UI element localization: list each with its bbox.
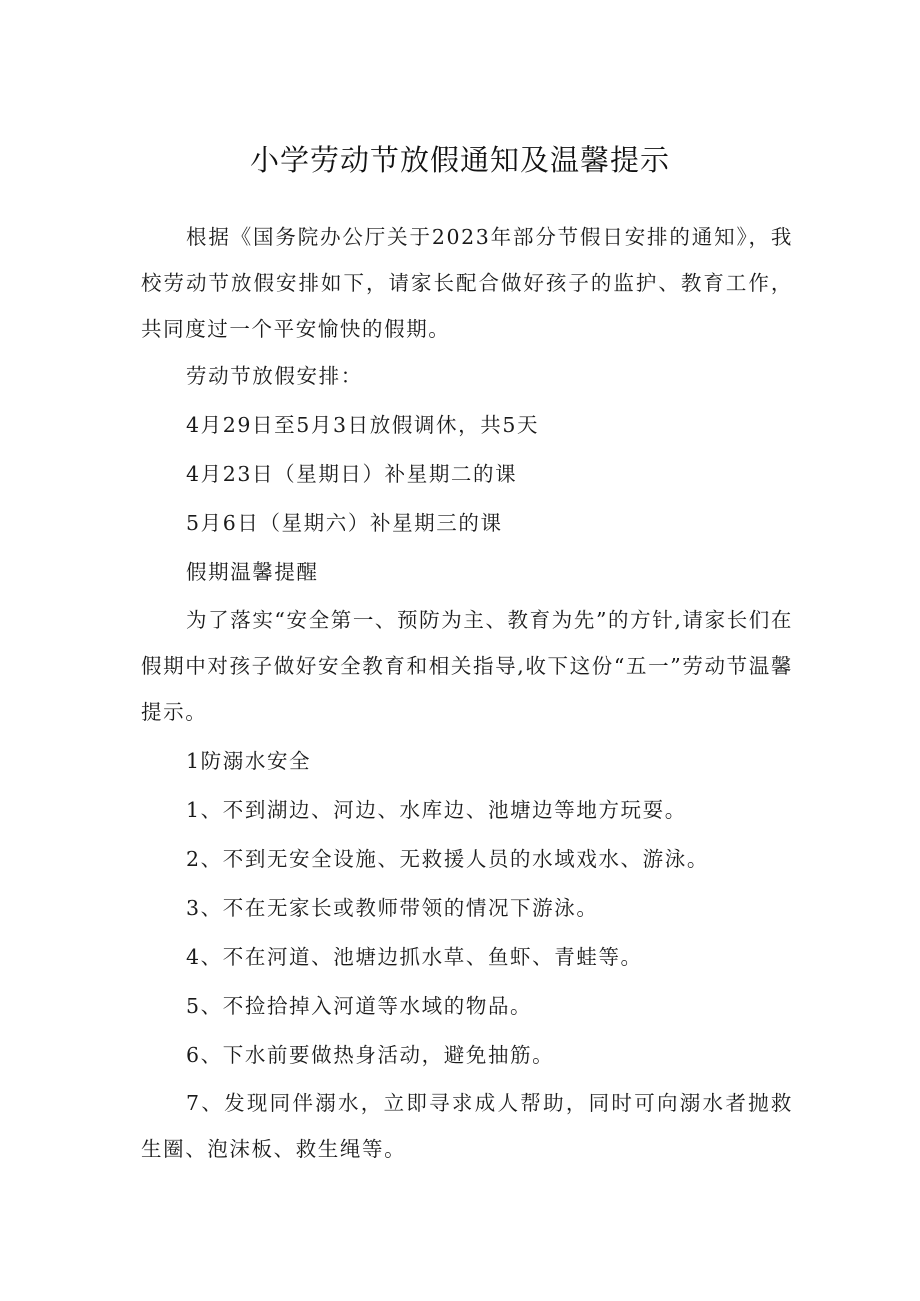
list-item: 6、下水前要做热身活动，避免抽筋。 bbox=[186, 1043, 555, 1067]
document-body bbox=[141, 214, 793, 1172]
list-item: 4、不在河道、池塘边抓水草、鱼虾、青蛙等。 bbox=[186, 945, 643, 969]
section-heading: 1防溺水安全 bbox=[186, 749, 312, 773]
intro-paragraph: 根据《国务院办公厅关于2023年部分节假日安排的通知》，我校劳动节放假安排如下，请家长配合做好孩子的监护、教育工作，共同度过一个平安愉快的假期。 bbox=[141, 225, 793, 341]
schedule-heading: 劳动节放假安排： bbox=[186, 364, 363, 388]
schedule-item: 4月23日（星期日）补星期二的课 bbox=[186, 462, 518, 486]
document-title: 小学劳动节放假通知及温馨提示 bbox=[249, 143, 670, 177]
list-item: 3、不在无家长或教师带领的情况下游泳。 bbox=[186, 896, 599, 920]
reminder-intro-paragraph: 为了落实“安全第一、预防为主、教育为先”的方针,请家长们在假期中对孩子做好安全教育和相关指导,收下这份“五一”劳动节温馨提示。 bbox=[141, 608, 793, 724]
schedule-item: 5月6日（星期六）补星期三的课 bbox=[186, 511, 503, 535]
list-item: 7、发现同伴溺水，立即寻求成人帮助，同时可向溺水者抛救生圈、泡沫板、救生绳等。 bbox=[141, 1091, 793, 1161]
reminder-heading: 假期温馨提醒 bbox=[186, 560, 319, 584]
list-item: 1、不到湖边、河边、水库边、池塘边等地方玩耍。 bbox=[186, 798, 687, 822]
list-item: 5、不捡拾掉入河道等水域的物品。 bbox=[186, 994, 533, 1018]
list-item: 2、不到无安全设施、无救援人员的水域戏水、游泳。 bbox=[186, 847, 709, 871]
schedule-item: 4月29日至5月3日放假调休，共5天 bbox=[186, 413, 540, 437]
